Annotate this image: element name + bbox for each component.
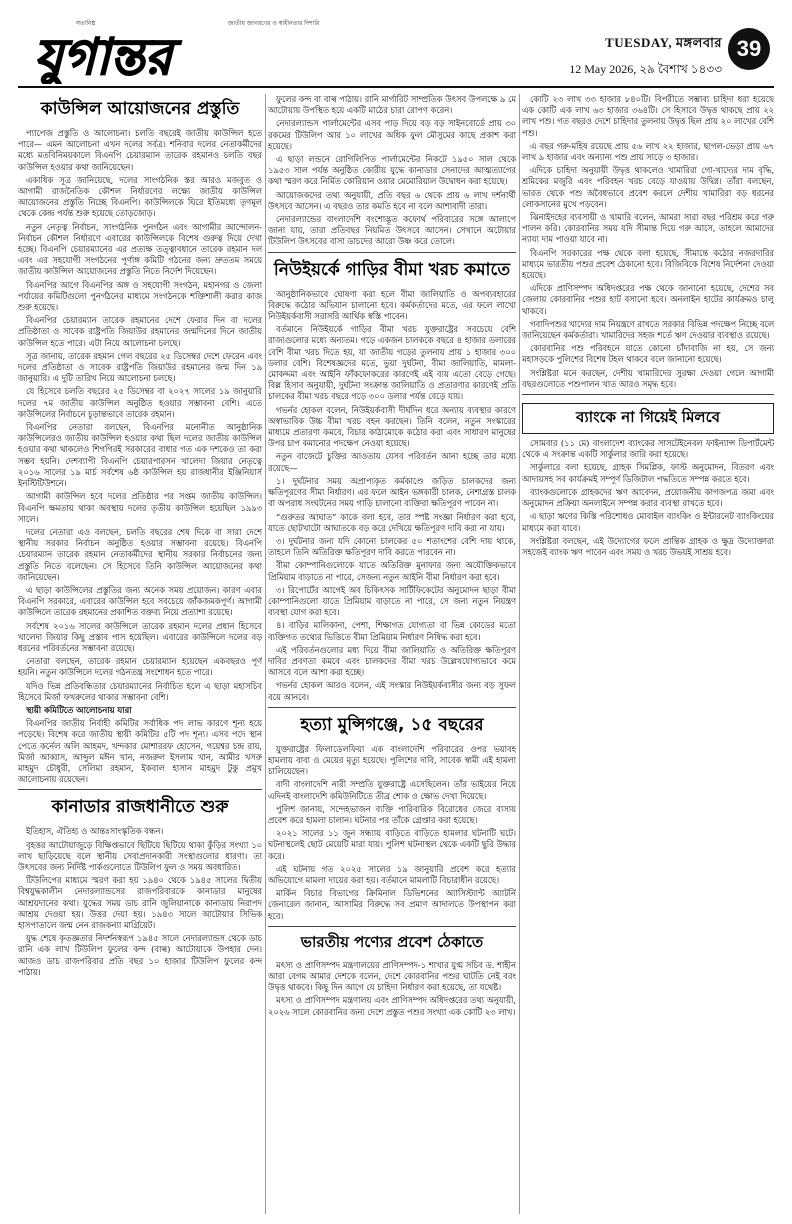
article-paragraph: গবাদিপশুর খাদ্যের দাম নিয়ন্ত্রণে রাখতে সরকার বিভিন্ন পদক্ষেপ নিচ্ছে বলে জানিয়েছেন কর্মকর্তারা। খামারিদের সহজ শর্তে ঋণ দেওয়ার ব্যবস্থাও রয়েছে। <box>522 318 774 341</box>
headline-bank-loan: ব্যাংকে না গিয়েই মিলবে <box>522 403 774 434</box>
article-paragraph: প্যাপেজ প্রস্তুতি ও আলোচনা। চলতি বছরেই জাতীয় কাউন্সিল হতে পারে— এমন আলোচনা এখন দলের সর্বত্র। শনিবার দলের নেতাকর্মীদের মধ্যে মতবিনিময়কালে বিএনপি চেয়ারম্যান তারেক রহমানও চলতি বছর কাউন্সিল হওয়ার কথা জানিয়েছেন। <box>18 128 262 172</box>
article-paragraph: বৃহত্তর আটোয়াজুড়ে বিক্ষিপ্তভাবে ছিটিয়ে ছিটিয়ে থাকা কুঁড়ির সংখ্যা ১০ লাখ ছাড়িয়েছে বলে স্থানীয় সেবাপ্রদানকারী সংস্থাগুলোর ধারণা। তা উৎসবের জন্য নির্দিষ্ট পার্কগুলোতে টিউলিপ ফুল ও সময় অবধারিত। <box>18 839 262 872</box>
article-paragraph: যুক্তরাষ্ট্রের ফিলাডেলফিয়া এক বাংলাদেশি পরিবারের ওপর ভয়াবহ হামলায় বাবা ও মেয়ের মৃত্যু হয়েছে। পুলিশের দাবি, সাবেক স্বামী এই হামলা চালিয়েছেন। <box>268 743 516 777</box>
article-canada-block <box>18 789 262 978</box>
article-paragraph: এদিকে প্রাণিসম্পদ অধিদপ্তরের পক্ষ থেকে জানানো হয়েছে, দেশের সব জেলায় কোরবানির পশুর হাট বসানো হবে। অনলাইন হাটের কার্যক্রমও চালু থাকবে। <box>522 283 774 316</box>
article-paragraph: বিএনপির জাতীয় নির্বাহী কমিটির সর্বাধিক পদ লাভ কারণে শূন্য হয়ে পড়েছে। বিশেষ করে জাতীয় স্থায়ী কমিটির ৫টি পদ শূন্য। এসব পদে স্থান পেতে কর্নেল অলি আহমদ, খন্দকার মোশাররফ হোসেন, গয়েশ্বর চন্দ্র রায়, মির্জা আব্বাস, আব্দুল মঈন খান, নজরুল ইসলাম খান, আমীর খসরু মাহমুদ চৌধুরী, সেলিমা রহমান, ইকবাল হাসান মাহমুদ টুকু প্রমুখ আলোচনায় রয়েছেন। <box>18 718 262 785</box>
article-paragraph: ১। দুর্ঘটনার সময় অপ্রাপ্যকৃত কর্মকাণ্ডে জড়িত চালকদের জন্য ক্ষতিপূরণের সীমা নির্ধারণ। এর ফলে আইন ভঙ্গকারী চালক, নেশাগ্রস্ত চালক বা অপরাধ সংঘটনের সময় গাড়ি চালানো ব্যক্তিরা ক্ষতিপূরণ পাবেন না। <box>268 475 516 509</box>
article-paragraph: নতুন বাজেটে চুক্তির আওতায় যেসব পরিবর্তন আনা হচ্ছে তার মধ্যে রয়েছে— <box>268 451 516 473</box>
article-paragraph: কোরবানির পশু পরিবহনে যাতে কোনো চাঁদাবাজি না হয়, সে জন্য মহাসড়কে পুলিশের বিশেষ টহল থাকবে বলে জানানো হয়েছে। <box>522 343 774 365</box>
article-paragraph: গভর্নর হোকল বলেন, নিউইয়র্কবাসী দীর্ঘদিন ধরে অন্যায় ব্যবস্থার কারণে অস্বাভাবিক উচ্চ বীমা খরচ বহন করছেন। তিনি বলেন, নতুন সংস্কারের মাধ্যমে প্রতারণা কমবে, বিচার কাঠামোকে কঠোর করা এবং সাধারণ মানুষের উপর চাপ কমানোর পদক্ষেপ নেওয়া হয়েছে। <box>268 404 516 449</box>
article-paragraph: সংশ্লিষ্টরা বলছেন, এই উদ্যোগের ফলে প্রান্তিক গ্রাহক ও ক্ষুদ্র উদ্যোক্তারা সহজেই ব্যাংক ঋণ পাবেন এবং সময় ও খরচ উভয়ই সাশ্রয় হবে। <box>522 535 774 557</box>
article-paragraph: এ ছাড়া ঋণের কিস্তি পরিশোধও মোবাইল ব্যাংকিং ও ইন্টারনেট ব্যাংকিংয়ের মাধ্যমে করা যাবে। <box>522 511 774 533</box>
article-paragraph: এই ঘটনায় গত ২০২৫ সালের ১৯ জানুয়ারি প্রবেশ করে হত্যার অভিযোগে মামলা দায়ের করা হয়। বর্তমানে মামলাটি বিচারাধীন রয়েছে। <box>268 863 516 885</box>
article-ny-insurance <box>268 252 516 703</box>
column-divider <box>519 94 520 1214</box>
article-paragraph: এদিকে চাহিদা অনুযায়ী উদ্বৃত্ত থাকলেও খামারিরা গো-খাদ্যের দাম বৃদ্ধি, শ্রমিকের মজুরি এবং পরিবহন খরচ বেড়ে যাওয়ায় উদ্বিগ্ন। তাঁরা বলছেন, ভারত থেকে পশু অবৈধভাবে প্রবেশ করলে দেশীয় খামারিরা বড় ধরনের লোকসানের মুখে পড়বেন। <box>522 165 774 209</box>
article-paragraph: ৪। বাড়ির মালিকানা, পেশা, শিক্ষাগত যোগ্যতা বা ভিন্ন কোডের মতো ব্যক্তিগত তথ্যের ভিত্তিতে বীমা প্রিমিয়াম নির্ধারণ নিষিদ্ধ করা হবে। <box>268 620 516 642</box>
article-paragraph: সোমবার (১১ মে) বাংলাদেশ ব্যাংকের সাসটেইনেবল ফাইন্যান্স ডিপার্টমেন্ট থেকে এ সংক্রান্ত একটি সার্কুলার জারি করা হয়েছে। <box>522 438 774 460</box>
article-paragraph: এ ছাড়া লন্ডনে রোগিলিপিত পার্লামেন্টের নিকটে ১৯৫০ সাল থেকে ১৯৫৩ সাল পর্যন্ত অনুষ্ঠিত কোরীয় যুদ্ধে কানাডার সেনাদের আত্মত্যাগের কথা স্মরণ করে নির্মিত কোরিয়ান ওয়ার মেমোরিয়াল উদ্বোধন করা হয়েছে। <box>268 154 516 187</box>
headline-ny-insurance: নিউইয়র্কে গাড়ির বীমা খরচ কমাতে <box>273 259 511 280</box>
article-paragraph: বিএনপির চেয়ারম্যান তারেক রহমানের দেশে ফেরার দিন বা দলের প্রতিষ্ঠাতা ও সাবেক রাষ্ট্রপতি জিয়াউর রহমানের জন্মদিনের দিনে জাতীয় কাউন্সিল হতে পারে। এটা নিয়ে আলোচনা চলছে। <box>18 315 262 348</box>
article-paragraph: বীমা কোম্পানিগুলোকে যাতে অতিরিক্ত মুনাফার জন্য অযৌক্তিকভাবে প্রিমিয়াম বাড়াতে না পারে, সেজন্য নতুন আইনি বীমা নির্ধারণ করা হবে। <box>268 560 516 582</box>
article-paragraph: ৩। রিপোর্টের আগেই অব চিকিৎসক সার্টিফিকেটের অনুমোদন ছাড়া বীমা কোম্পানিগুলো যাতে প্রিমিয়াম বাড়াতে না পারে, সে জন্য নতুন নিয়ন্ত্রণ ব্যবস্থা যোগ করা হবে। <box>268 584 516 618</box>
masthead-tagline-left: সত্যনিষ্ঠ <box>76 20 96 27</box>
column-3 <box>522 94 774 1214</box>
headline-canada-capital: কানাডার রাজধানীতে শুরু <box>51 797 229 818</box>
article-paragraph: গভর্নর হোকল আরও বলেন, এই সংস্কার নিউইয়র্কবাসীর জন্য বড় সুফল বয়ে আনবে। <box>268 680 516 702</box>
article-canada-continued <box>268 94 516 248</box>
newspaper-logo-text: যুগান্তর <box>34 28 173 84</box>
dateline-day: TUESDAY, মঙ্গলবার <box>605 35 722 50</box>
column-1 <box>18 94 262 1214</box>
article-paragraph: বর্তমানে নিউইয়র্কে গাড়ির বীমা খরচ যুক্তরাষ্ট্রের সবচেয়ে বেশি রাজ্যগুলোর মধ্যে অন্যতম। গড়ে একজন চালককে বছরে ৪ হাজার ডলারের বেশি বীমা খরচ দিতে হয়, যা জাতীয় গড়ের তুলনায় প্রায় ১ হাজার ৩০০ ডলার বেশি। বিশেষজ্ঞদের মতে, ভুয়া দুর্ঘটনা, বীমা জালিয়াতি, মামলা-মোকদ্দমা এবং আইনি ফাঁকফোকরের কারণেই এই ব্যয় এতো বেড়ে গেছে। বিল্ল হিসাব অনুযায়ী, দুর্ঘটনা সংক্রান্ত জালিয়াতি ও প্রতারণার কারণেই প্রতি চালকের বীমা খরচ বছরে গড়ে ৩০০ ডলার পর্যন্ত বেড়ে যায়। <box>268 324 516 402</box>
dateline <box>569 34 722 81</box>
article-paragraph: কোটি ২৩ লাখ ৩৩ হাজার ৮৪০টি। বিপরীতে সম্ভাব্য চাহিদা ধরা হয়েছে এক কোটি এক লাখ ৬৩ হাজার ৩৬৪টি। সে হিসাবে উদ্বৃত্ত থাকছে প্রায় ২২ লাখ পশু। গত বছরও দেশে চাহিদার তুলনায় উদ্বৃত্ত ছিল প্রায় ২০ লাখের বেশি পশু। <box>522 94 774 138</box>
headline-council-preparation: কাউন্সিল আয়োজনের প্রস্তুতি <box>40 99 240 119</box>
article-paragraph: নতুন নেতৃত্ব নির্বাচন, সাংগঠনিক পুনর্গঠন এবং আগামীর আন্দোলন-নির্বাচন কৌশল নির্ধারণে এবারের কাউন্সিলকে বিশেষ গুরুত্ব দিয়ে দেখা হচ্ছে। বিএনপি চেয়ারম্যানের এর প্রত্যক্ষ তত্ত্বাবধানে তারেক রহমান দল এবং এর সহযোগী সংগঠনের পূর্ণাঙ্গ কমিটি গঠনের জন্য দ্রুততম সময়ে জাতীয় কাউন্সিল আয়োজনের প্রস্তুতি নিতে নির্দেশ দিয়েছেন। <box>18 221 262 277</box>
article-paragraph: একাধিক সূত্র জানিয়েছে, দলের সাংগঠনিক স্তর আরও মজবুত ও আগামী রাজনৈতিক কৌশল নির্ধারণের লক্ষ্যে জাতীয় কাউন্সিল আয়োজনের প্রস্তুতি নিচ্ছে বিএনপি। কাউন্সিলকে ঘিরে ইতিমধ্যে তৃণমূল থেকে কেন্দ্র পর্যন্ত শুরু হয়েছে তোড়জোড়। <box>18 174 262 219</box>
newspaper-logo <box>30 28 290 84</box>
article-paragraph: ৩। দুর্ঘটনার জন্য যদি কোনো চালকের ৫০ শতাংশের বেশি দায় থাকে, তাহলে তিনি অতিরিক্ত ক্ষতিপূরণ দাবি করতে পারবেন না। <box>268 535 516 558</box>
article-paragraph: ২০২১ সালের ১১ জুন সন্ধ্যায় বাড়িতে বাড়িতে হামলার ঘটনাটি ঘটে। ঘটনাস্থলেই ছোট মেয়েটি মারা যায়। পুলিশ ঘটনাস্থল থেকে একটি ছুরি উদ্ধার করে। <box>268 828 516 861</box>
article-paragraph: যুদ্ধ শেষে কৃতজ্ঞতার নিদর্শনস্বরূপ ১৯৪৫ সালে নেদারল্যান্ডস থেকে ডাচ রানি এক লাখ টিউলিপ ফুলের কন্দ (বাল্ব) আটোয়াকে উপহার দেন। আজও ডাচ রাজপরিবার প্রতি বছর ১০ হাজার টিউলিপ ফুলের কন্দ পাঠায়। <box>18 933 262 977</box>
column-divider <box>265 94 266 1214</box>
article-paragraph: সূত্র জানায়, তারেক রহমান গেল বছরের ২৫ ডিসেম্বর দেশে ফেরেন এবং দলের প্রতিষ্ঠাতা ও সাবেক রাষ্ট্রপতি জিয়াউর রহমানের জন্ম দিন ১৯ জানুয়ারি। এ দুটি তারিখ নিয়ে আলোচনা চলছে। <box>18 350 262 384</box>
article-paragraph: এই পরিবর্তনগুলোর মধ্য দিয়ে বীমা জালিয়াতি ও অতিরিক্ত ক্ষতিপূরণ দাবির প্রবণতা কমবে এবং চালকদের বীমা খরচ উল্লেখযোগ্যভাবে কমে আসবে বলে আশা করা হচ্ছে। <box>268 644 516 678</box>
article-council-body <box>18 128 262 785</box>
article-paragraph: ব্যাংকগুলোকে গ্রাহকদের ঋণ আবেদন, প্রয়োজনীয় কাগজপত্র জমা এবং অনুমোদন প্রক্রিয়া অনলাইনে সম্পন্ন করার ব্যবস্থা রাখতে হবে। <box>522 486 774 509</box>
article-paragraph: এ বছর গরু-মহিষ রয়েছে প্রায় ৫৬ লাখ ২২ হাজার, ছাগল-ভেড়া প্রায় ৬৭ লাখ ৯ হাজার এবং অন্যান্য পশু প্রায় সাড়ে ৩ হাজার। <box>522 140 774 163</box>
article-paragraph: বিএনপির আগে বিএনপির অঙ্গ ও সহযোগী সংগঠন, মহানগর ও জেলা পর্যায়ের কমিটিগুলো পুনর্গঠনের মাধ্যমে সংগঠনকে শক্তিশালী করার কাজ শুরু হয়েছে। <box>18 279 262 313</box>
article-paragraph: আয়োজকদের তথ্য অনুযায়ী, প্রতি বছর ৬ থেকে প্রায় ৬ লাখ দর্শনার্থী উৎসবে আসেন। এ বছরও তার কমতি হবে না বলে আশাবাদী তারা। <box>268 189 516 211</box>
article-indian-goods <box>268 926 516 1018</box>
article-paragraph: যদিও ভিন্ন প্রতিবন্ধিতার চেয়ারম্যানের নির্বাচিত হলে এ ছাড়া মহাসচিব হিসেবে মির্জা ফখরুলের থাকার সম্ভাবনা বেশি। <box>18 680 262 702</box>
article-paragraph: ফুলের কন্দ বা বাল্ব পাঠায়। রানি মার্গারিট সাম্প্রতিক উৎসব উপলক্ষে ৯ মে আটোয়ায় উপস্থিত হয়ে একটি মাঠের চারা রোপণ করেন। <box>268 94 516 116</box>
article-paragraph: যে হিসেবে চলতি বছরের ২৫ ডিসেম্বর বা ২০২৭ সালের ১৯ জানুয়ারি দলের ৭ম জাতীয় কাউন্সিল অনুষ্ঠিত হওয়ার সম্ভাবনা বেশি। এতে কাউন্সিলের নির্বাচনে চূড়ান্তভাবে তারেক রহমান। <box>18 386 262 419</box>
article-paragraph: আনুষ্ঠানিকভাবে ঘোষণা করা হলে বীমা জালিয়াতি ও অপব্যবহারের বিরুদ্ধে কঠোর অভিযান চালানো হবে। কর্মকর্তাদের মতে, এর ফলে লাখো নিউইয়র্কবাসী সরাসরি আর্থিক স্বস্তি পাবেন। <box>268 288 516 322</box>
article-paragraph: টিউলিপের মাধ্যমে স্মরণ করা হয় ১৯৪০ থেকে ১৯৪৫ সালের দ্বিতীয় বিশ্বযুদ্ধকালীন নেদারল্যান্ডসের রাজপরিবারকে কানাডার মানুষের আশ্রয়দানের কথা। যুদ্ধের সময় ডাচ রানি জুলিয়ানাকে কানাডায় নিরাপদ আশ্রয় দেওয়া হয়। উত্তর দেয়া হয়। ১৯৪৩ সালে আটোয়ার সিভিক হাসপাতালে জন্ম নেন রাজকন্যা মার্গ্রিয়েট। <box>18 875 262 930</box>
article-paragraph: নেদারল্যান্ডস পার্লামেন্টের এসব পাড় দিয়ে বড় বড় সাইনবোর্ডে প্রায় ৩০ রকমের টিউলিপ আর ১০ লাখের অধিক ফুল মৌসুমের কাছে প্রকাশ করা হয়েছে। <box>268 118 516 151</box>
newspaper-logo-graphic <box>30 28 290 84</box>
page-number-badge: 39 <box>728 28 770 70</box>
article-paragraph: আগামী কাউন্সিল হবে দলের প্রতিষ্ঠার পর সপ্তম জাতীয় কাউন্সিল। বিএনপি ক্ষমতায় থাকা অবস্থায় দলের তৃতীয় কাউন্সিল হয়েছিল ১৯৯৩ সালে। <box>18 491 262 524</box>
article-paragraph: ঝিনাইদহের ব্যবসায়ী ও খামারি বলেন, আমরা সারা বছর পরিশ্রম করে গরু পালন করি। কোরবানির সময় যদি সীমান্ত দিয়ে গরু আসে, তাহলে আমাদের ন্যায্য দাম পাওয়া যাবে না। <box>522 212 774 245</box>
article-paragraph: দলের নেতারা এও বলছেন, চলতি বছরের শেষ দিকে বা সারা দেশে স্থানীয় সরকার নির্বাচন অনুষ্ঠিত হওয়ার সম্ভাবনা রয়েছে। বিএনপি চেয়ারম্যান তারেক রহমান নেতাকর্মীদের স্থানীয় সরকার নির্বাচনের জন্য প্রস্তুতি নিতে বলেছেন। সে হিসেবে তিনি কাউন্সিল আয়োজনের কথা জানিয়েছেন। <box>18 526 262 582</box>
article-paragraph: বিএনপির নেতারা বলছেন, বিএনপির মনোনীত আনুষ্ঠানিক কাউন্সিলেরও জাতীয় কাউন্সিল হওয়ার কথা ছিল দলের জাতীয় কাউন্সিল হওয়ার কথা থাকলেও শিগগিরই সরকারের বাধার গত এক দশকেও তা করা সম্ভব হয়নি। দেশব্যাপী বিএনপি চেয়ারপারসন খালেদা জিয়ার নেতৃত্বে ২০১৬ সালের ১৯ মার্চ সর্বশেষ ৬ষ্ঠ কাউন্সিল হয় রাজধানীর ইঞ্জিনিয়ার্স ইনস্টিটিউশনে। <box>18 422 262 489</box>
article-subheading: স্থায়ী কমিটিতে আলোচনায় যারা <box>26 704 132 715</box>
article-paragraph: সংশ্লিষ্টরা মনে করছেন, দেশীয় খামারিদের সুরক্ষা দেওয়া গেলে আগামী বছরগুলোতে পশুপালন খাত আরও সমৃদ্ধ হবে। <box>522 367 774 389</box>
article-paragraph: নেতারা বলছেন, তারেক রহমান চেয়ারম্যান হয়েছেন একবছরও পূর্ণ হয়নি। নতুন কাউন্সিলে দলের গঠনতন্ত্র সংশোধন হতে পারে। <box>18 656 262 678</box>
headline-munshiganj: হত্যা মুন্সিগঞ্জে, ১৫ বছরের <box>300 714 484 735</box>
article-paragraph: “গুরুতর আঘাত” কাকে বলা হবে, তার স্পষ্ট সংজ্ঞা নির্ধারণ করা হবে, যাতে ছোটখাটো আঘাতকে বড় করে দেখিয়ে ক্ষতিপূরণ দাবি করা না যায়। <box>268 511 516 533</box>
article-paragraph: এ ছাড়া কাউন্সিলের প্রস্তুতির জন্য অনেক সময় প্রয়োজন। কারণ এবার বিএনপি সরকারে, এবারের কাউন্সিল হবে সবচেয়ে জাঁকজমকপূর্ণ। আগামী কাউন্সিলে তারেক রহমানের প্রকাশিত বক্তব্য নিয়ে প্রত্যাশা রয়েছে। <box>18 584 262 618</box>
article-bank-loan <box>522 394 774 558</box>
article-paragraph: নেদারল্যান্ডের বাংলাদেশি বংশোদ্ভূত কফোর্থ পরিবারের সঙ্গে আলাপে জানা যায়, তারা প্রতিবছর নিয়মিত উৎসবে আসেন। সেখানে অটোয়ার টিউলিপ উৎসবের বাসা ডাচদের আরো উষ্ণ করে তোলে। <box>268 214 516 247</box>
article-paragraph: বিএনপি সরকারের পক্ষ থেকে বলা হয়েছে, সীমান্তে কঠোর নজরদারির মাধ্যমে ভারতীয় পশুর প্রবেশ ঠেকানো হবে। বিজিবিকে বিশেষ নির্দেশনা দেওয়া হয়েছে। <box>522 247 774 281</box>
article-paragraph: মার্কিন বিচার বিভাগের ক্রিমিনাল ডিভিশনের অ্যাসিস্ট্যান্ট অ্যাটর্নি জেনারেল জানান, আসামির বিরুদ্ধে সব প্রমাণ আদালতে উপস্থাপন করা হবে। <box>268 888 516 921</box>
dateline-date: 12 May 2026, ২৯ বৈশাখ ১৪৩৩ <box>569 62 722 76</box>
article-paragraph: সার্কুলারে বলা হয়েছে, গ্রাহক সিমপ্লিক, ফাস্ট অনুমোদন, বিতরণ এবং আদায়সহ সব কার্যক্রমই সম্পূর্ণ ডিজিটাল পদ্ধতিতে সম্পন্ন করতে হবে। <box>522 462 774 484</box>
article-livestock-continued <box>522 94 774 390</box>
headline-indian-goods: ভারতীয় পণ্যের প্রবেশ ঠেকাতে <box>300 932 484 951</box>
article-paragraph: মৎস্য ও প্রাণিসম্পদ মন্ত্রণালয়ের প্রাণিসম্পদ-১ শাখার যুগ্ম সচিব ড. শাহীন আরা বেগম আমার দেশকে বলেন, দেশে কোরবানির পশুর ঘাটতি নেই বরং উদ্বৃত্ত থাকবে। কিছু দিন আগে যে চাহিদা নির্ধারণ করা হয়েছে, তা যথেষ্ট। <box>268 959 516 993</box>
article-munshiganj <box>268 707 516 922</box>
article-paragraph: ইতিহাস, ঐতিহ্য ও আন্তঃসাংস্কৃতিক বন্ধন। <box>26 826 164 837</box>
masthead-rule <box>18 86 774 88</box>
masthead-tagline-right: জাতীয় জাগরণের ও স্বাধীনতার দিশারি <box>228 20 320 27</box>
article-paragraph: সর্বশেষ ২০১৬ সালের কাউন্সিলে তারেক রহমান দলের প্রধান হিসেবে খালেদা জিয়ার কিছু প্রস্তাব পাস হয়েছিল। এবারের কাউন্সিলে দলের বড় ধরনের পরিবর্তনের সম্ভাবনা রয়েছে। <box>18 620 262 653</box>
article-paragraph: মৎস্য ও প্রাণিসম্পদ মন্ত্রণালয় এবং প্রাণিসম্পদ অধিদপ্তরের তথ্য অনুযায়ী, ২০২৬ সালে কোরবানির জন্য দেশে প্রস্তুত পশুর সংখ্যা এক কোটি ২৩ লাখ। <box>268 995 516 1017</box>
masthead <box>18 14 774 86</box>
article-paragraph: বাদী বাংলাদেশি নারী সম্প্রতি যুক্তরাষ্ট্রে এসেছিলেন। তাঁর ভাইয়ের নিয়ে এদিনই বাংলাদেশি কমিউনিটিতে তীব্র শোক ও ক্ষোভ দেখা দিয়েছে। <box>268 779 516 801</box>
column-2 <box>268 94 516 1214</box>
article-paragraph: পুলিশ জানায়, সন্দেহভাজন ব্যক্তি পারিবারিক বিরোধের জেরে বাসায় প্রবেশ করে হামলা চালান। ঘটনার পর তাঁকে গ্রেপ্তার করা হয়েছে। <box>268 803 516 825</box>
